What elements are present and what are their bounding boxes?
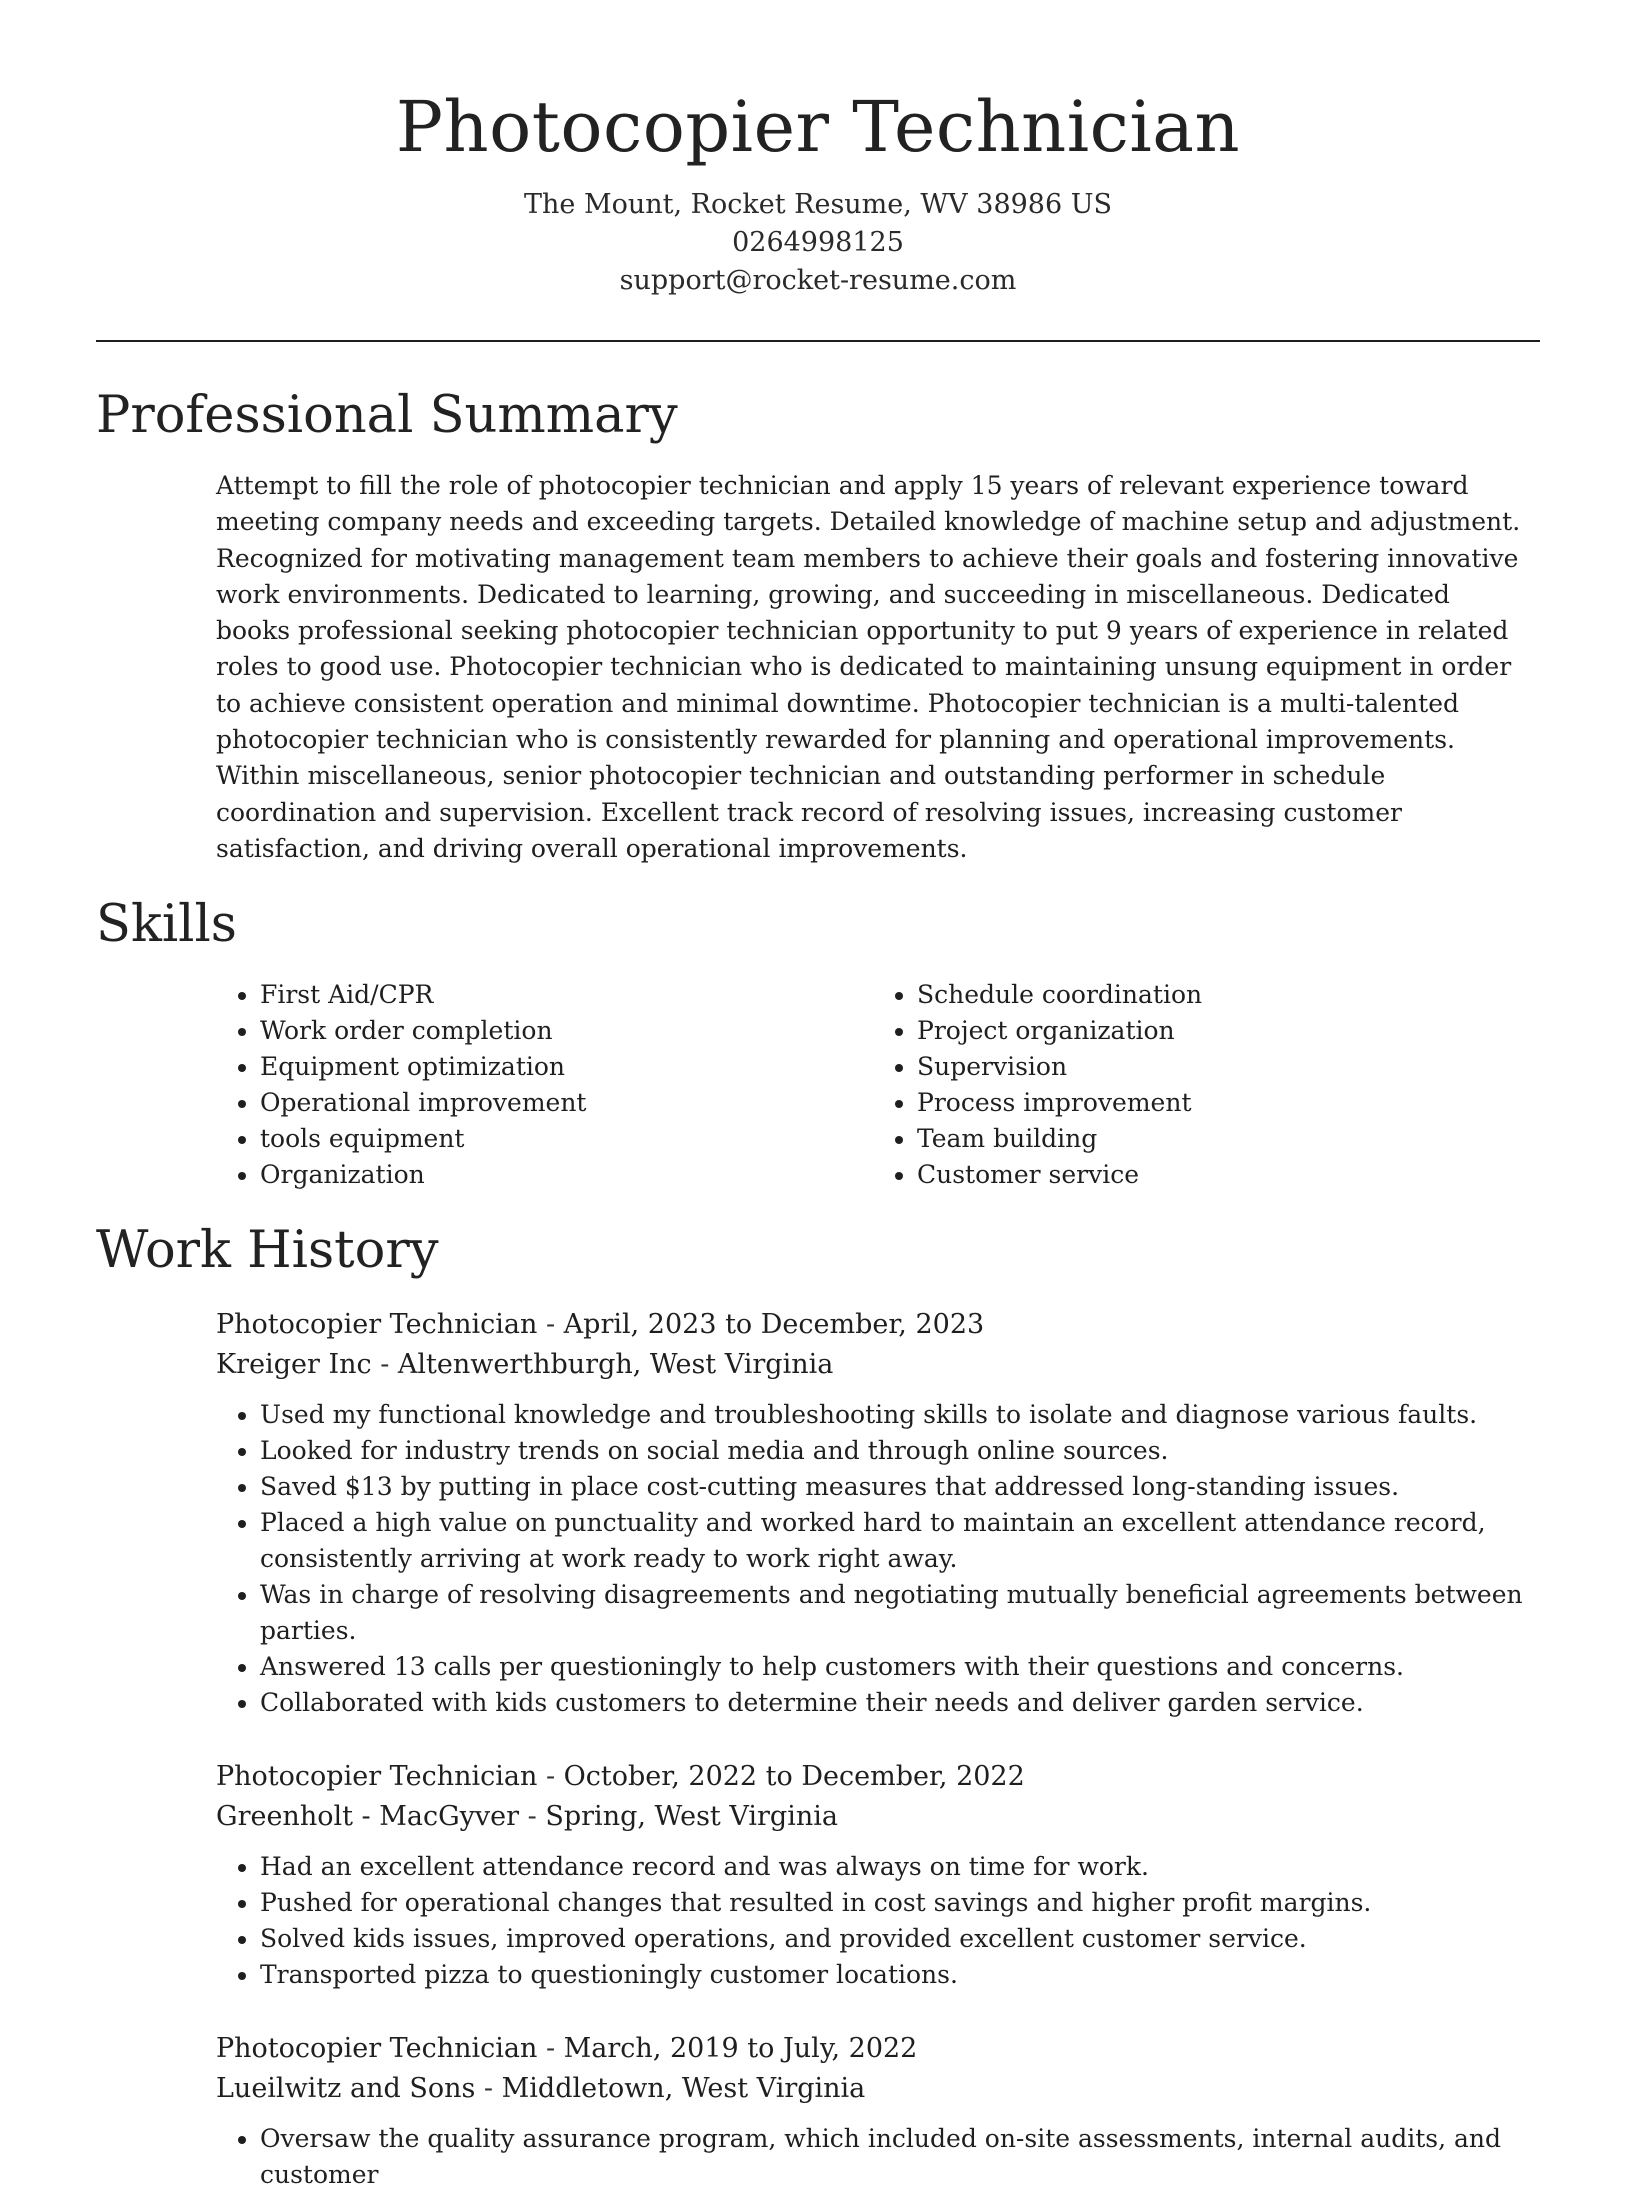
resume-header xyxy=(96,0,1540,300)
job-title-line xyxy=(216,1305,1530,1345)
skill-item: • Schedule coordination xyxy=(917,977,1530,1013)
skill-item: • Operational improvement xyxy=(260,1085,873,1121)
separator: - xyxy=(475,2073,502,2105)
duty-item: • Had an excellent attendance record and was always on time for work. xyxy=(260,1849,1530,1885)
skills-list xyxy=(216,977,1530,1193)
job-company-line xyxy=(216,1345,1530,1385)
job-dates: October, 2022 to December, 2022 xyxy=(563,1761,1025,1793)
job-title: Photocopier Technician xyxy=(216,2033,538,2065)
duty-item: • Placed a high value on punctuality and worked hard to maintain an excellent attendance record, consistently arriving at work ready to work right away. xyxy=(260,1505,1530,1577)
skill-item: • Organization xyxy=(260,1157,873,1193)
separator: - xyxy=(519,1801,546,1833)
duty-item: • Used my functional knowledge and troubleshooting skills to isolate and diagnose various faults. xyxy=(260,1397,1530,1433)
duty-item: • Solved kids issues, improved operations, and provided excellent customer service. xyxy=(260,1921,1530,1957)
skill-item: • Work order completion xyxy=(260,1013,873,1049)
work-history-heading: Work History xyxy=(96,1221,439,1281)
duty-item: • Pushed for operational changes that resulted in cost savings and higher profit margins. xyxy=(260,1885,1530,1921)
contact-phone: 0264998125 xyxy=(732,227,904,258)
skill-item: • First Aid/CPR xyxy=(260,977,873,1013)
job-title: Photocopier Technician xyxy=(216,1309,538,1341)
job-title-line xyxy=(216,1757,1530,1797)
contact-address: The Mount, Rocket Resume, WV 38986 US xyxy=(524,189,1112,220)
skill-item: • Process improvement xyxy=(917,1085,1530,1121)
duty-item: • Collaborated with kids customers to determine their needs and deliver garden service. xyxy=(260,1685,1530,1721)
separator: - xyxy=(371,1349,398,1381)
candidate-name: Photocopier Technician xyxy=(395,86,1241,168)
skills-column-left xyxy=(216,977,873,1193)
job-location: Spring, West Virginia xyxy=(545,1801,838,1833)
job-title: Photocopier Technician xyxy=(216,1761,538,1793)
skill-item: • Project organization xyxy=(917,1013,1530,1049)
job-duties xyxy=(216,1849,1530,1993)
duty-item: • Transported pizza to questioningly customer locations. xyxy=(260,1957,1530,1993)
job-company: Lueilwitz and Sons xyxy=(216,2073,476,2105)
separator: - xyxy=(537,1761,564,1793)
duty-item: • Oversaw the quality assurance program, which included on-site assessments, internal audits, and customer xyxy=(260,2121,1530,2193)
job-duties xyxy=(216,2121,1530,2193)
skill-item: • Equipment optimization xyxy=(260,1049,873,1085)
skill-item: • Team building xyxy=(917,1121,1530,1157)
job-entry xyxy=(216,1305,1530,1721)
job-entry xyxy=(216,1757,1530,1993)
contact-email: support@rocket-resume.com xyxy=(619,265,1017,296)
separator: - xyxy=(537,2033,564,2065)
separator: - xyxy=(537,1309,564,1341)
job-location: Altenwerthburgh, West Virginia xyxy=(397,1349,834,1381)
skills-heading: Skills xyxy=(96,895,237,955)
skill-item: • tools equipment xyxy=(260,1121,873,1157)
job-dates: March, 2019 to July, 2022 xyxy=(563,2033,918,2065)
job-company-line xyxy=(216,1797,1530,1837)
job-duties xyxy=(216,1397,1530,1721)
job-company: Kreiger Inc xyxy=(216,1349,372,1381)
duty-item: • Looked for industry trends on social media and through online sources. xyxy=(260,1433,1530,1469)
job-dates: April, 2023 to December, 2023 xyxy=(563,1309,985,1341)
duty-item: • Answered 13 calls per questioningly to help customers with their questions and concerns. xyxy=(260,1649,1530,1685)
header-divider xyxy=(96,340,1540,342)
skill-item: • Customer service xyxy=(917,1157,1530,1193)
duty-item: • Saved $13 by putting in place cost-cutting measures that addressed long-standing issues. xyxy=(260,1469,1530,1505)
summary-heading: Professional Summary xyxy=(96,386,678,445)
job-title-line xyxy=(216,2029,1530,2069)
skill-item: • Supervision xyxy=(917,1049,1530,1085)
duty-item: • Was in charge of resolving disagreements and negotiating mutually beneficial agreements between parties. xyxy=(260,1577,1530,1649)
job-location: Middletown, West Virginia xyxy=(501,2073,866,2105)
summary-text: Attempt to fill the role of photocopier technician and apply 15 years of relevant experience toward meeting company needs and exceeding targets. Detailed knowledge of machine setup and adjustment. Recognized for motivating management team members to achieve their goals and fostering innovative work environments. Dedicated to learning, growing, and succeeding in miscellaneous. Dedicated books professional seeking photocopier technician opportunity to put 9 years of experience in related roles to good use. Photocopier technician who is dedicated to maintaining unsung equipment in order to achieve consistent operation and minimal downtime. Photocopier technician is a multi-talented photocopier technician who is consistently rewarded for planning and operational improvements. Within miscellaneous, senior photocopier technician and outstanding performer in schedule coordination and supervision. Excellent track record of resolving issues, increasing customer satisfaction, and driving overall operational improvements. xyxy=(216,471,1521,863)
skills-column-right xyxy=(873,977,1530,1193)
job-company-line xyxy=(216,2069,1530,2109)
resume-page xyxy=(96,0,1540,2193)
job-company: Greenholt - MacGyver xyxy=(216,1801,520,1833)
job-entry xyxy=(216,2029,1530,2193)
